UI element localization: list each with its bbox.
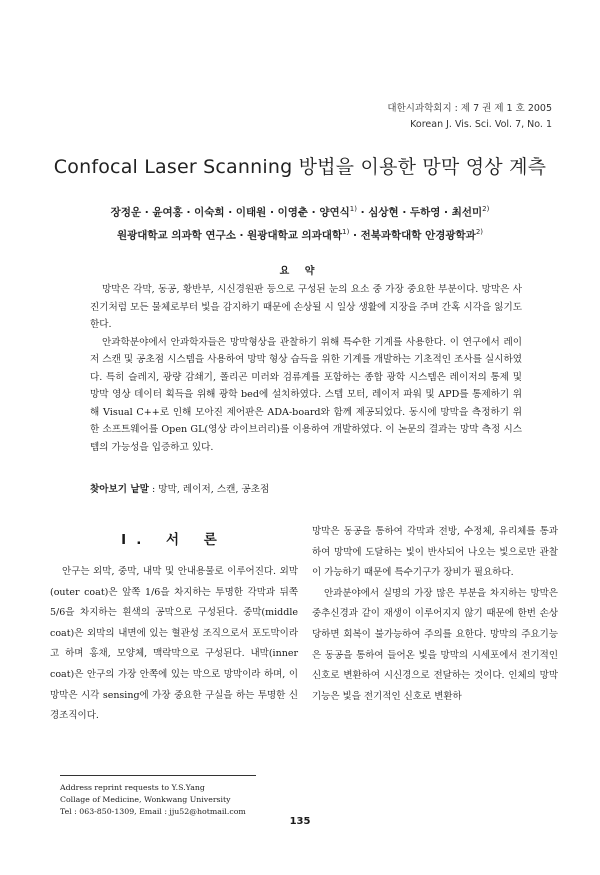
abstract-body [90,281,522,456]
abstract-paragraph-2: 안과학분야에서 안과학자들은 망막형상을 관찰하기 위해 특수한 기계를 사용한다. 이 연구에서 레이저 스캔 및 공초점 시스템을 사용하여 망막 형상 습득을 위한 기계를 개발하는 기초적인 조사를 실시하였다. 특히 슬레지, 광량 감쇄기, 폴리곤 미러와 검류계를 포함하는 종합 광학 시스템은 레이저의 통제 및 망막 영상 데이터 획득을 위해 광학 bed에 설치하였다. 스텝 모터, 레이저 파워 및 APD를 통제하기 위해 Visual C++로 인해 모아진 제어판은 ADA-board와 함께 제공되었다. 동시에 망막을 측정하기 위한 소프트웨어를 Open GL(영상 라이브러리)를 이용하여 개발하였다. 이 논문의 결과는 망막 측정 시스템의 가능성을 입증하고 있다. [90,336,522,453]
author-sup-1: 1) [349,205,357,213]
intro-left-column [50,562,298,727]
abstract-heading: 요 약 [279,266,321,277]
keywords-separator: : [148,484,159,495]
keywords-label: 찾아보기 낱말 [90,484,149,495]
footnote-divider [60,775,256,776]
author-names [0,200,600,223]
keywords-line [90,481,530,495]
affiliation-part1: 원광대학교 의과학 연구소 · 원광대학교 의과대학 [116,229,343,241]
abstract-paragraph-1: 망막은 각막, 동공, 황반부, 시신경원판 등으로 구성된 눈의 요소 중 가장 중요한 부분이다. 망막은 사진기처럼 모든 물체로부터 빛을 감지하기 때문에 손상될 시 일상 생활에 지장을 주며 간혹 시각을 잃기도 한다. [90,284,522,330]
author-names-part2: · 심상현 · 두하영 · 최선미 [356,206,483,219]
section-heading-introduction: I. 서 론 [121,532,227,548]
affiliation-part2: · 전북과학대학 안경광학과 [349,229,476,241]
affiliation-sup-2: 2) [475,227,484,236]
footnote [60,782,246,818]
intro-right-paragraph-1: 망막은 동공을 통하여 각막과 전방, 수정체, 유리체를 통과하여 망막에 도달하는 빛이 반사되어 나오는 빛으로만 관찰이 가능하기 때문에 특수기구가 장비가 필요하다. [312,526,558,579]
footnote-line-3: Tel : 063-850-1309, Email : jju52@hotmail.com [60,807,246,816]
author-names-part1: 장정운 · 윤여홍 · 이숙희 · 이태원 · 이영춘 · 양연식 [110,206,350,219]
affiliation-sup-1: 1) [342,227,350,236]
paper-title: Confocal Laser Scanning 방법을 이용한 망막 영상 계측 [53,156,547,178]
intro-right-column [312,522,558,707]
author-block [0,200,600,245]
footnote-line-2: Collage of Medicine, Wonkwang University [60,795,231,804]
journal-line-korean: 대한시과학회지 : 제 7 권 제 1 호 2005 [387,103,552,114]
page-number: 135 [289,816,311,827]
footnote-line-1: Address reprint requests to Y.S.Yang [60,783,205,792]
author-sup-2: 2) [482,205,490,213]
intro-left-paragraph-1: 안구는 외막, 중막, 내막 및 안내용물로 이루어진다. 외막(outer coat)은 앞쪽 1/6을 차지하는 투명한 각막과 뒤쪽 5/6을 차지하는 흰색의 공막으로 구성된다. 중막(middle coat)은 외막의 내면에 있는 혈관성 조직으로서 포도막이라고 하며 홍채, 모양체, 맥락막으로 구성된다. 내막(inner coat)은 안구의 가장 안쪽에 있는 막으로 망막이라 하며, 이 망막은 시각 sensing에 가장 중요한 구실을 하는 투명한 신경조직이다. [50,566,298,722]
journal-line-english: Korean J. Vis. Sci. Vol. 7, No. 1 [410,119,552,130]
journal-citation [387,101,552,133]
intro-right-paragraph-2: 안과분야에서 실명의 가장 많은 부분을 차지하는 망막은 중추신경과 같이 재생이 이루어지지 않기 때문에 한번 손상당하면 회복이 불가능하여 주의를 요한다. 망막의 주요기능은 동공을 통하여 들어온 빛을 망막의 시세포에서 전기적인 신호로 변환하여 시신경으로 전달하는 것이다. 인체의 망막기능은 빛을 전기적인 신호로 변환하 [312,587,558,702]
author-affiliations [0,223,600,246]
keywords-values: 망막, 레이저, 스캔, 공초점 [158,484,270,495]
